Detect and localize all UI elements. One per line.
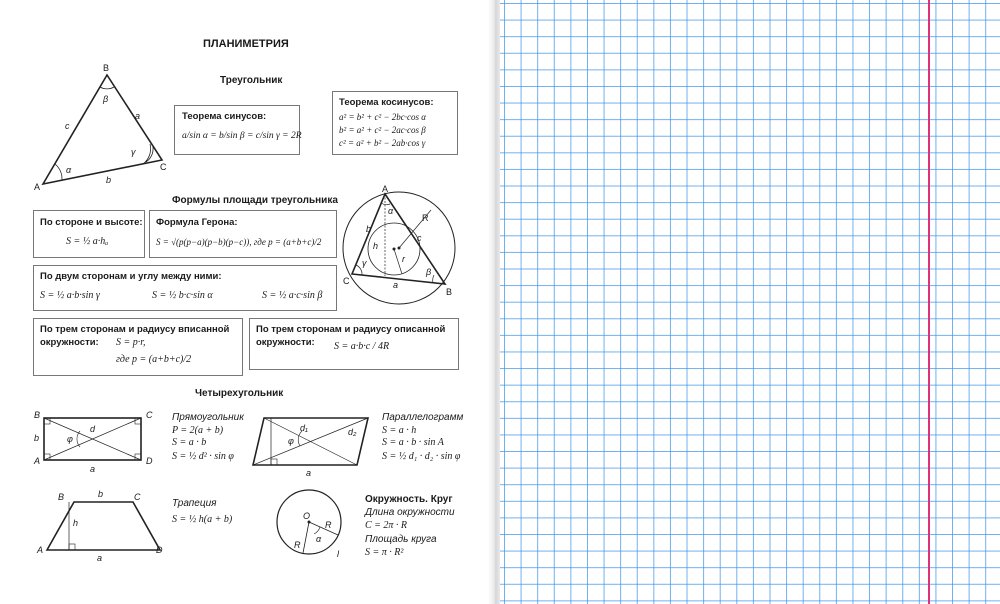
circle-length-title: Длина окружности xyxy=(365,507,455,518)
circle-area-title: Площадь круга xyxy=(365,534,437,545)
triangle-side-c: c xyxy=(65,121,70,131)
circumscribed-title-1: По трем сторонам и радиусу описанной xyxy=(256,324,446,335)
trap-title: Трапеция xyxy=(172,498,217,509)
circumscribed-title-2: окружности: xyxy=(256,337,315,348)
two-sides-formula-3: S = ½ a·c·sin β xyxy=(262,290,323,301)
par-label-a: a xyxy=(306,468,312,478)
area-fig-h: h xyxy=(373,241,379,251)
par-formula-3: S = ½ d₁ · d₂ · sin φ xyxy=(382,451,461,462)
formula-page xyxy=(0,0,490,604)
circle-label-r1: R xyxy=(325,520,332,530)
triangle-heading: Треугольник xyxy=(220,75,283,86)
area-heading: Формулы площади треугольника xyxy=(172,195,338,206)
triangle-side-a: a xyxy=(135,111,141,121)
circle-label-l: l xyxy=(337,549,339,559)
inscribed-title-1: По трем сторонам и радиусу вписанной xyxy=(40,324,230,335)
circle-area-formula: S = π · R² xyxy=(365,547,404,558)
area-fig-alpha: α xyxy=(388,206,394,216)
area-fig-r-big: R xyxy=(422,213,429,223)
rect-formula-1: P = 2(a + b) xyxy=(172,425,224,436)
height-area-formula: S = ½ a·hₐ xyxy=(66,236,109,247)
par-title: Параллелограмм xyxy=(382,412,464,423)
area-fig-r-small: r xyxy=(402,254,405,264)
circle-label-r2: R xyxy=(294,540,301,550)
par-label-d2: d₂ xyxy=(348,427,357,437)
area-fig-a: A xyxy=(382,184,389,194)
cosine-line-3: c² = a² + b² − 2ab·cos γ xyxy=(339,138,426,148)
heron-formula: S = √(p(p−a)(p−b)(p−c)), где p = (a+b+c)/2 xyxy=(156,237,322,247)
trap-label-c: C xyxy=(134,492,141,502)
area-fig-beta: β xyxy=(426,267,432,277)
rect-label-phi: φ xyxy=(67,434,73,444)
trap-label-d: D xyxy=(156,545,163,555)
triangle-vertex-c: C xyxy=(160,162,167,172)
par-formula-1: S = a · h xyxy=(382,425,417,436)
rect-label-a: A xyxy=(34,456,41,466)
grid-paper-page xyxy=(500,0,1000,604)
area-fig-side-a: a xyxy=(393,280,399,290)
page-title: ПЛАНИМЕТРИЯ xyxy=(203,38,289,50)
quad-heading: Четырехугольник xyxy=(195,388,284,399)
height-area-title: По стороне и высоте: xyxy=(40,217,143,228)
rect-label-d: d xyxy=(90,424,96,434)
triangle-angle-beta: β xyxy=(103,94,109,104)
triangle-angle-gamma: γ xyxy=(131,147,136,157)
par-formula-2: S = a · b · sin A xyxy=(382,437,444,448)
inscribed-title-2: окружности: xyxy=(40,337,99,348)
two-sides-formula-2: S = ½ b·c·sin α xyxy=(152,290,213,301)
circle-length-formula: C = 2π · R xyxy=(365,520,408,531)
trap-label-side-a: a xyxy=(97,553,103,563)
triangle-vertex-a: A xyxy=(34,182,41,192)
heron-title: Формула Герона: xyxy=(156,217,238,228)
triangle-side-b: b xyxy=(106,175,112,185)
area-fig-gamma: γ xyxy=(362,258,367,268)
trap-label-h: h xyxy=(73,518,79,528)
margin-line xyxy=(928,0,930,604)
area-fig-c: C xyxy=(343,276,350,286)
rect-label-d: D xyxy=(146,456,153,466)
area-fig-b: B xyxy=(446,287,453,297)
rect-formula-3: S = ½ d² · sin φ xyxy=(172,451,234,462)
par-label-phi: φ xyxy=(288,436,294,446)
trap-label-side-b: b xyxy=(98,489,104,499)
cosine-line-1: a² = b² + c² − 2bc·cos α xyxy=(339,112,427,122)
rect-title: Прямоугольник xyxy=(172,412,244,423)
trap-label-b: B xyxy=(58,492,65,502)
circle-title: Окружность. Круг xyxy=(365,494,453,505)
sine-theorem-formula: a/sin α = b/sin β = c/sin γ = 2R xyxy=(182,131,302,141)
inscribed-formula-2: где p = (a+b+c)/2 xyxy=(116,354,192,365)
circle-label-o: O xyxy=(303,511,311,521)
rect-label-side-a: a xyxy=(90,464,96,474)
rect-label-side-b: b xyxy=(34,433,40,443)
area-fig-side-c: c xyxy=(417,233,422,243)
rect-formula-2: S = a · b xyxy=(172,437,207,448)
rect-label-b: B xyxy=(34,410,41,420)
inscribed-formula-1: S = p·r, xyxy=(116,337,146,348)
cosine-theorem-title: Теорема косинусов: xyxy=(339,97,434,108)
circumscribed-formula: S = a·b·c / 4R xyxy=(334,341,390,352)
rect-label-c: C xyxy=(146,410,153,420)
trap-formula: S = ½ h(a + b) xyxy=(172,514,233,525)
two-sides-title: По двум сторонам и углу между ними: xyxy=(40,271,222,282)
sine-theorem-title: Теорема синусов: xyxy=(182,111,267,122)
triangle-angle-alpha: α xyxy=(66,165,72,175)
circle-label-alpha: α xyxy=(316,534,322,544)
trap-label-a: A xyxy=(37,545,44,555)
two-sides-formula-1: S = ½ a·b·sin γ xyxy=(40,290,100,301)
par-label-d1: d₁ xyxy=(300,423,308,433)
triangle-vertex-b: B xyxy=(103,63,110,73)
area-fig-side-b: b xyxy=(366,224,372,234)
cosine-line-2: b² = a² + c² − 2ac·cos β xyxy=(339,125,426,135)
